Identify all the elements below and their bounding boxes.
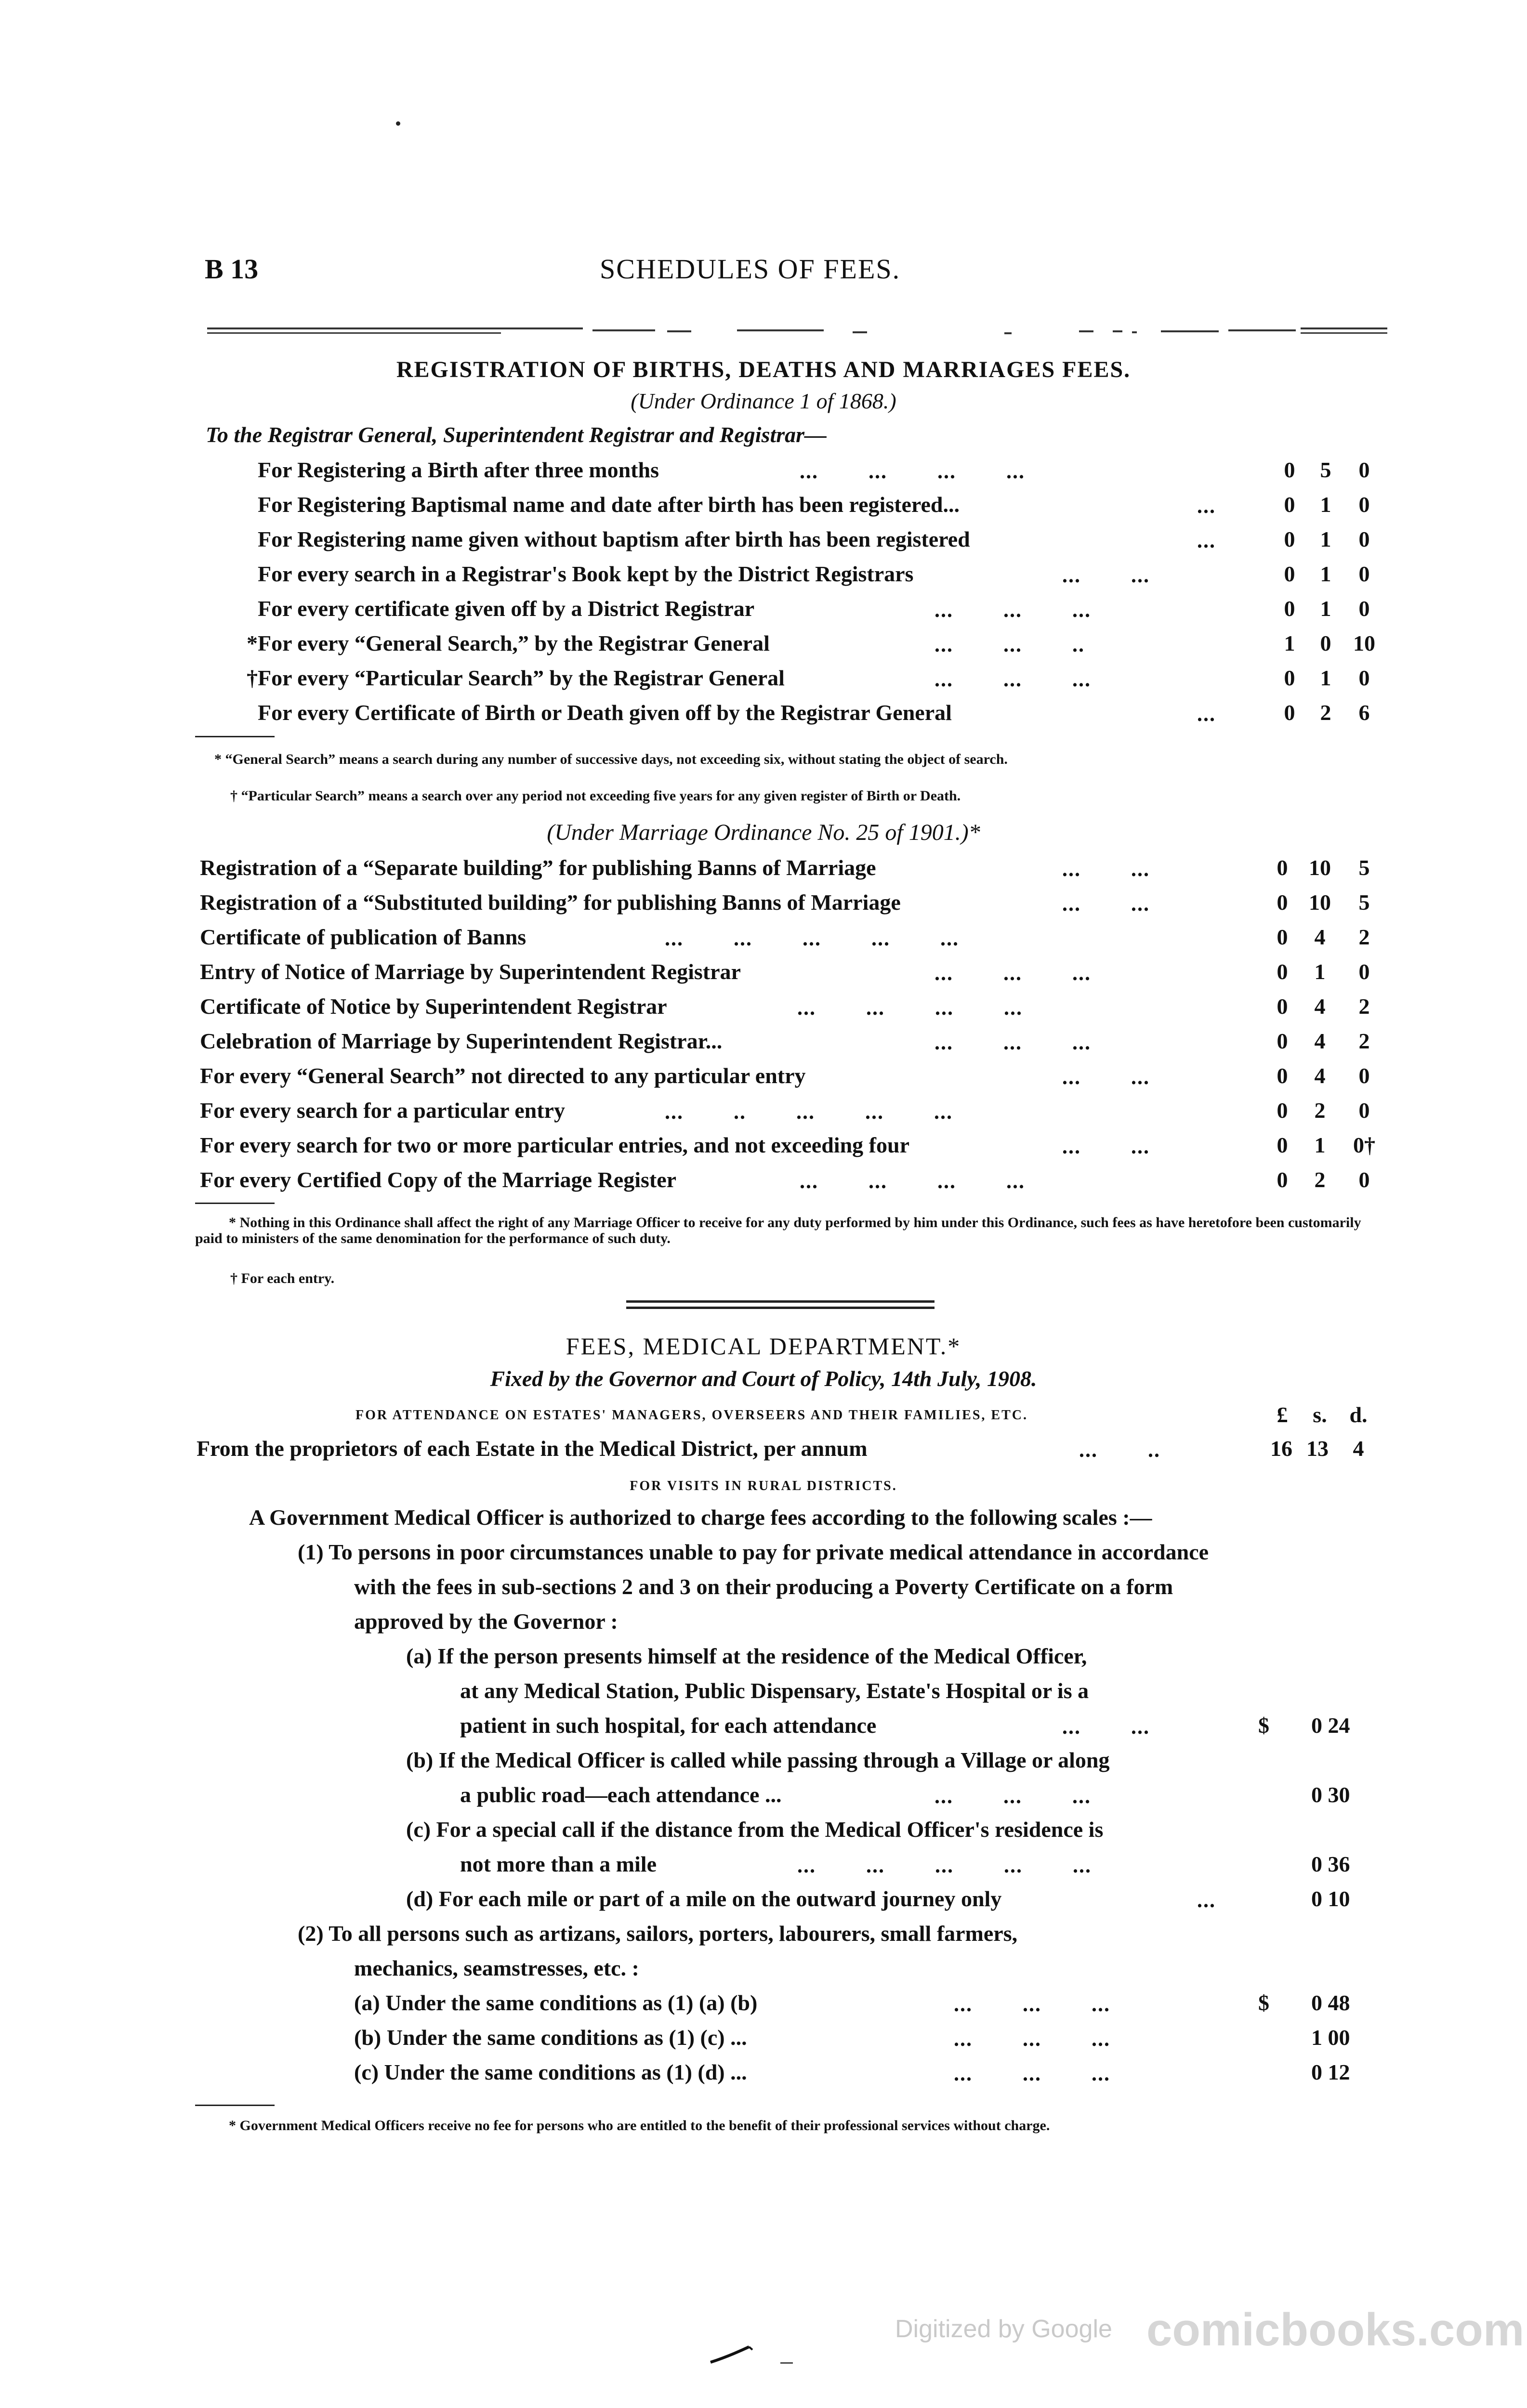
leader-dots: ... ... ... — [954, 1992, 1110, 2016]
scale-2-line: (2) To all persons such as artizans, sailors, porters, labourers, small farmers, — [298, 1921, 1018, 1946]
pounds: 0 — [1277, 925, 1288, 949]
row-text: *For every “General Search,” by the Registrar General — [247, 631, 770, 655]
leader-dots: ... ... ... ... — [797, 996, 1023, 1020]
section-divider — [626, 1307, 935, 1309]
scale-1-line: approved by the Governor : — [354, 1609, 618, 1634]
pounds: 0 — [1284, 562, 1295, 586]
pence: 6 — [1358, 700, 1370, 725]
footnote-rule — [195, 1203, 275, 1204]
leader-dots: ... — [1197, 494, 1216, 518]
row-text: For every search in a Registrar's Book kept by the District Registrars — [258, 562, 914, 586]
estates-heading: FOR ATTENDANCE ON ESTATES' MANAGERS, OVERSEERS AND THEIR FAMILIES, ETC. — [355, 1408, 1028, 1423]
shillings: 13 — [1306, 1436, 1329, 1461]
registration-to-line: To the Registrar General, Superintendent Registrar and Registrar— — [206, 422, 827, 447]
shillings: 1 — [1314, 959, 1326, 984]
row-text: For Registering name given without baptism after birth has been registered — [258, 527, 970, 551]
leader-dots: ... ... ... — [935, 667, 1091, 691]
registration-ordinance: (Under Ordinance 1 of 1868.) — [631, 389, 896, 413]
row-text: For Registering Baptismal name and date after birth has been registered... — [258, 492, 960, 517]
row-text: †For every “Particular Search” by the Registrar General — [247, 666, 785, 690]
pounds: 0 — [1277, 1098, 1288, 1123]
marriage-ordinance: (Under Marriage Ordinance No. 25 of 1901.)* — [547, 820, 980, 845]
page-title: SCHEDULES OF FEES. — [600, 253, 901, 285]
marriage-footnote-1: * Nothing in this Ordinance shall affect the right of any Marriage Officer to receive for any duty performed by him under this Ordinance, such fees as have heretofore been customarily paid to ministers of the same denomination for the performance of such duty. — [195, 1215, 1361, 1246]
pence: 0 — [1358, 1167, 1370, 1192]
scale-1a-line: at any Medical Station, Public Dispensary, Estate's Hospital or is a — [460, 1678, 1089, 1703]
shillings: 4 — [1314, 1063, 1326, 1088]
page-number: B 13 — [205, 253, 259, 285]
pence: 0 — [1358, 492, 1370, 517]
shillings: 2 — [1320, 700, 1331, 725]
leader-dots: ... ... — [1062, 857, 1150, 881]
pounds: 0 — [1277, 994, 1288, 1019]
scale-1a-line: patient in such hospital, for each attendance — [460, 1713, 877, 1738]
shillings: 2 — [1314, 1098, 1326, 1123]
row-text: For every Certified Copy of the Marriage Register — [200, 1167, 677, 1192]
medical-heading: FEES, MEDICAL DEPARTMENT.* — [566, 1333, 961, 1360]
footnote-rule — [195, 2105, 275, 2106]
shillings: 0 — [1320, 631, 1331, 655]
pence: 2 — [1358, 925, 1370, 949]
leader-dots: ... ... ... — [935, 1031, 1091, 1054]
row-text: Certificate of Notice by Superintendent Registrar — [200, 994, 667, 1019]
row-text: Certificate of publication of Banns — [200, 925, 527, 949]
pence: 2 — [1358, 994, 1370, 1019]
leader-dots: ... ... ... — [935, 598, 1091, 622]
pence: 5 — [1358, 855, 1370, 880]
shillings: 1 — [1320, 562, 1331, 586]
pence: 4 — [1353, 1436, 1364, 1461]
watermark: Digitized by Google — [895, 2315, 1112, 2343]
medical-fixed-line: Fixed by the Governor and Court of Policy, 14th July, 1908. — [490, 1366, 1037, 1391]
col-head-pence: d. — [1349, 1402, 1368, 1427]
pence: 0 — [1358, 666, 1370, 690]
leader-dots: ... ... ... ... — [800, 1169, 1025, 1193]
bottom-dash — [780, 2362, 793, 2364]
pounds: 0 — [1284, 458, 1295, 482]
scale-1-line: (1) To persons in poor circumstances unable to pay for private medical attendance in accordance — [298, 1540, 1209, 1564]
fee-2b: 1 00 — [1311, 2025, 1350, 2050]
registration-heading: REGISTRATION OF BIRTHS, DEATHS AND MARRIAGES FEES. — [396, 357, 1131, 382]
pounds: 0 — [1277, 1167, 1288, 1192]
row-text: Entry of Notice of Marriage by Superintendent Registrar — [200, 959, 741, 984]
shillings: 1 — [1320, 596, 1331, 621]
page-dot — [396, 121, 400, 126]
row-text: Registration of a “Substituted building” for publishing Banns of Marriage — [200, 890, 901, 915]
shillings: 2 — [1314, 1167, 1326, 1192]
row-text: For every search for a particular entry — [200, 1098, 565, 1123]
leader-dots: ... ... ... — [935, 961, 1091, 985]
fee-1a: 0 24 — [1311, 1713, 1350, 1738]
pence: 0 — [1358, 458, 1370, 482]
shillings: 4 — [1314, 994, 1326, 1019]
row-text: For every “General Search” not directed to any particular entry — [200, 1063, 806, 1088]
pounds: 0 — [1284, 527, 1295, 551]
leader-dots: ... ... ... ... ... — [665, 927, 959, 950]
scale-1d-line: (d) For each mile or part of a mile on the outward journey only — [406, 1886, 1002, 1911]
leader-dots: ... ... ... ... ... — [797, 1854, 1092, 1877]
dollar-sign: $ — [1258, 1713, 1269, 1738]
pence: 5 — [1358, 890, 1370, 915]
row-text: Celebration of Marriage by Superintendent Registrar... — [200, 1029, 723, 1053]
marriage-footnote-2: † For each entry. — [230, 1270, 335, 1286]
pounds: 0 — [1284, 700, 1295, 725]
leader-dots: ... ... — [1062, 1065, 1150, 1089]
fee-2a: 0 48 — [1311, 1990, 1350, 2015]
fee-1b: 0 30 — [1311, 1782, 1350, 1807]
rural-heading: FOR VISITS IN RURAL DISTRICTS. — [630, 1479, 897, 1493]
scale-1b-line: (b) If the Medical Officer is called while passing through a Village or along — [406, 1748, 1110, 1772]
leader-dots: ... ... .. — [935, 633, 1085, 656]
leader-dots: ... ... — [1062, 1715, 1150, 1739]
shillings: 10 — [1309, 855, 1331, 880]
row-text: For every certificate given off by a District Registrar — [258, 596, 755, 621]
leader-dots: ... ... — [1062, 892, 1150, 916]
leader-dots: ... — [1197, 702, 1216, 726]
pounds: 0 — [1277, 959, 1288, 984]
pence: 0† — [1353, 1133, 1375, 1157]
scale-2-line: mechanics, seamstresses, etc. : — [354, 1956, 639, 1980]
pounds: 0 — [1277, 1029, 1288, 1053]
pence: 0 — [1358, 959, 1370, 984]
pen-mark-icon — [708, 2343, 761, 2367]
row-text: From the proprietors of each Estate in the Medical District, per annum — [197, 1436, 868, 1461]
shillings: 1 — [1320, 492, 1331, 517]
row-text: For Registering a Birth after three months — [258, 458, 659, 482]
row-text: For every search for two or more particular entries, and not exceeding four — [200, 1133, 909, 1157]
pence: 0 — [1358, 527, 1370, 551]
shillings: 1 — [1314, 1133, 1326, 1157]
pence: 0 — [1358, 596, 1370, 621]
fee-1d: 0 10 — [1311, 1886, 1350, 1911]
pounds: 16 — [1270, 1436, 1292, 1461]
scale-1a-line: (a) If the person presents himself at the residence of the Medical Officer, — [406, 1644, 1087, 1668]
leader-dots: ... .. ... ... ... — [665, 1100, 953, 1124]
scale-1c-line: not more than a mile — [460, 1852, 657, 1876]
leader-dots: ... ... ... — [954, 2062, 1110, 2085]
section-divider — [626, 1300, 935, 1303]
pounds: 0 — [1284, 666, 1295, 690]
pence: 10 — [1353, 631, 1375, 655]
col-head-pounds: £ — [1277, 1402, 1288, 1427]
pence: 0 — [1358, 1098, 1370, 1123]
row-text: For every Certificate of Birth or Death given off by the Registrar General — [258, 700, 952, 725]
dollar-sign: $ — [1258, 1990, 1269, 2015]
fee-1c: 0 36 — [1311, 1852, 1350, 1876]
shillings: 10 — [1309, 890, 1331, 915]
pounds: 0 — [1284, 596, 1295, 621]
pounds: 0 — [1277, 1063, 1288, 1088]
leader-dots: ... .. — [1079, 1438, 1160, 1462]
scale-1c-line: (c) For a special call if the distance from the Medical Officer's residence is — [406, 1817, 1104, 1842]
col-head-shillings: s. — [1313, 1402, 1327, 1427]
pounds: 0 — [1277, 855, 1288, 880]
leader-dots: ... ... ... — [935, 1784, 1091, 1808]
footnote-rule — [195, 736, 275, 737]
leader-dots: ... ... ... ... — [800, 459, 1025, 483]
shillings: 1 — [1320, 527, 1331, 551]
scale-1-line: with the fees in sub-sections 2 and 3 on their producing a Poverty Certificate on a form — [354, 1574, 1173, 1599]
row-text: Registration of a “Separate building” for publishing Banns of Marriage — [200, 855, 876, 880]
pounds: 1 — [1284, 631, 1295, 655]
leader-dots: ... — [1197, 529, 1216, 552]
leader-dots: ... ... — [1062, 1135, 1150, 1158]
scale-1b-line: a public road—each attendance ... — [460, 1782, 782, 1807]
pounds: 0 — [1277, 890, 1288, 915]
fee-2c: 0 12 — [1311, 2060, 1350, 2084]
shillings: 5 — [1320, 458, 1331, 482]
registration-footnote-1: * “General Search” means a search during any number of successive days, not exceeding six, without stating the object of search. — [214, 751, 1008, 767]
pounds: 0 — [1284, 492, 1295, 517]
pounds: 0 — [1277, 1133, 1288, 1157]
medical-footnote: * Government Medical Officers receive no fee for persons who are entitled to the benefit of their professional services without charge. — [229, 2118, 1050, 2133]
pence: 0 — [1358, 562, 1370, 586]
watermark-site: comicbooks.com — [1146, 2304, 1525, 2356]
leader-dots: ... ... ... — [954, 2027, 1110, 2051]
registration-footnote-2: † “Particular Search” means a search over any period not exceeding five years for any given register of Birth or Death. — [230, 788, 961, 804]
shillings: 4 — [1314, 1029, 1326, 1053]
leader-dots: ... ... — [1062, 563, 1150, 587]
scale-2a-line: (a) Under the same conditions as (1) (a) (b) — [354, 1990, 758, 2015]
shillings: 4 — [1314, 925, 1326, 949]
pence: 0 — [1358, 1063, 1370, 1088]
leader-dots: ... — [1197, 1888, 1216, 1912]
scale-2c-line: (c) Under the same conditions as (1) (d) ... — [354, 2060, 747, 2084]
pence: 2 — [1358, 1029, 1370, 1053]
scale-2b-line: (b) Under the same conditions as (1) (c) ... — [354, 2025, 747, 2050]
shillings: 1 — [1320, 666, 1331, 690]
rural-intro: A Government Medical Officer is authorized to charge fees according to the following scales :— — [249, 1505, 1152, 1530]
